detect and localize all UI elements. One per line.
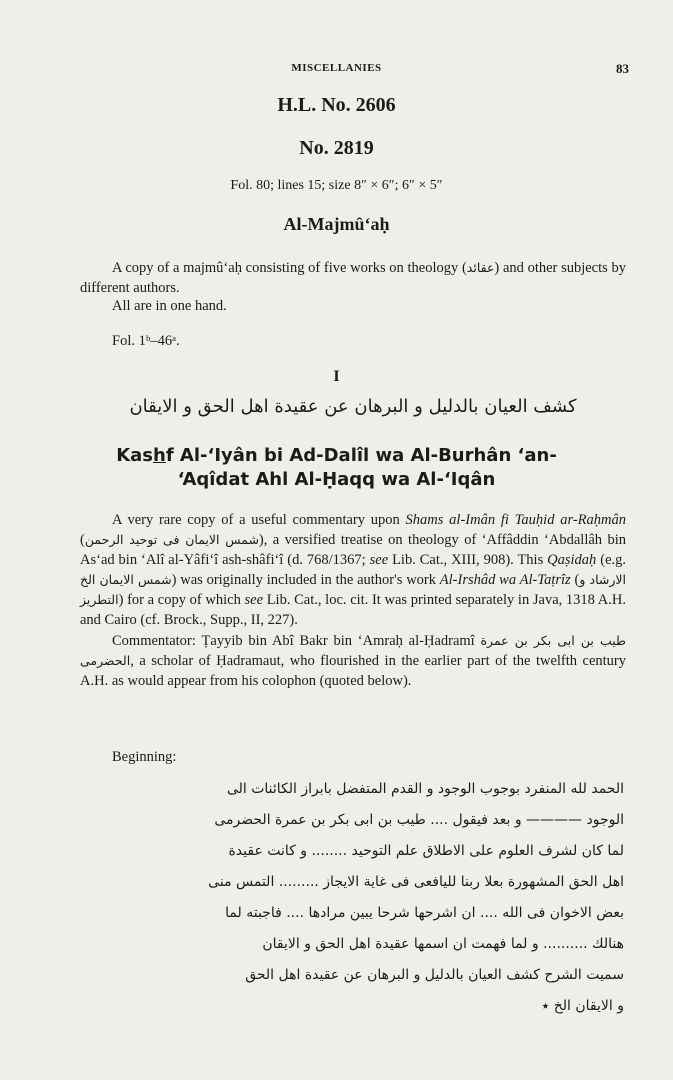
irshad-title: Al-Irshâd wa Al-Taṭrîz [439,572,571,588]
arabic-line: اهل الحق المشهورة بعلا ربنا لليافعى فى غاية الايجاز ......... التمس منى [208,874,624,890]
arabic-line: الوجود ———— و بعد فيقول .... طيب بن ابى بكر بن عمرة الحضرمى [214,812,624,828]
transliterated-title-line-1: Kashf Al-‘Iyân bi Ad-Dalîl wa Al-Burhân ‘an- [116,445,557,466]
page-number: 83 [616,61,629,76]
arabic-line: سميت الشرح كشف العيان بالدليل و البرهان عن عقيدة اهل الحق [245,967,624,983]
beginning-label: Beginning: [112,749,177,765]
intro-paragraph [80,258,626,298]
arabic-line: بعض الاخوان فى الله .... ان اشرحها شرحا يبين مرادها .... فاجبته لما [225,905,624,921]
intro-text-b: ) and other subjects by different authors. [80,260,626,296]
qasidah-term: Qaṣidaḥ [547,552,597,568]
folio-range: Fol. 1ᵇ–46ᵃ. [112,333,180,349]
arabic-line: الحمد لله المنفرد بوجوب الوجود و القدم المتفضل بابراز الكائنات الى [226,781,624,797]
commentator-paragraph: Commentator: Ṭayyib bin Abî Bakr bin ‘Amraḥ al-Ḥadramî طيب بن ابى بكر بن عمرة الحضرمى, a scholar of Ḥadramaut, who flourished in the earlier part of the twelfth century A.H. as would appear from his colophon (quoted below). [80,633,626,689]
section-numeral: I [333,368,340,385]
hl-number-heading: H.L. No. 2606 [277,94,396,116]
transliterated-title [70,444,603,492]
running-head: MISCELLANIES [291,62,382,74]
arabic-line: لما كان لشرف العلوم على الاطلاق علم التوحيد ........ و كانت عقيدة [228,843,624,859]
arabic-title: كشف العيان بالدليل و البرهان عن عقيدة اهل الحق و الايقان [129,396,577,417]
transliterated-title-line-2: ‘Aqîdat Ahl Al-Ḥaqq wa Al-‘Iqân [177,469,496,490]
catalog-number-heading: No. 2819 [299,137,374,159]
intro-arabic-term: عقائد [466,260,495,275]
arabic-line: و الايقان الخ ٭ [541,998,624,1014]
arabic-line: هنالك .......... و لما فهمت ان اسمها عقيدة اهل الحق و الايقان [262,936,624,952]
work-title: Al-Majmû‘aḥ [283,214,390,234]
work-name: Shams al-Imân fi Tauḥid ar-Raḥmân [405,512,626,528]
page-header [0,62,673,80]
arabic-commentator-name: طيب بن ابى بكر بن عمرة الحضرمى [80,633,626,668]
description-paragraph: A very rare copy of a useful commentary upon Shams al-Imân fi Tauḥid ar-Raḥmân (شمس الايمان فى توحيد الرحمن), a versified treatise on theology of ‘Affâddin ‘Abdallâh bin As‘ad bin ‘Alî al-Yâfi‘î ash-shâfi‘î (d. 768/1367; see Lib. Cat., XIII, 908). This Qaṣidaḥ (e.g. شمس الايمان الخ) was originally included in the author's work Al-Irshâd wa Al-Taṭrîz (الارشاد و التطريز) for a copy of which see Lib. Cat., loc. cit. It was printed separately in Java, 1318 A.H. and Cairo (cf. Brock., Supp., II, 227). [80,512,627,628]
intro-text-a: A copy of a majmû‘aḥ consisting of five works on theology ( [112,260,467,276]
arabic-work-name: شمس الايمان فى توحيد الرحمن [84,532,259,547]
folio-info: Fol. 80; lines 15; size 8″ × 6″; 6″ × 5″ [230,178,443,193]
arabic-irshad-title: الارشاد و التطريز [80,572,627,607]
hand-note: All are in one hand. [112,298,227,314]
arabic-qasidah-incipit: شمس الايمان الخ [80,572,172,587]
arabic-beginning-text [76,774,624,1022]
